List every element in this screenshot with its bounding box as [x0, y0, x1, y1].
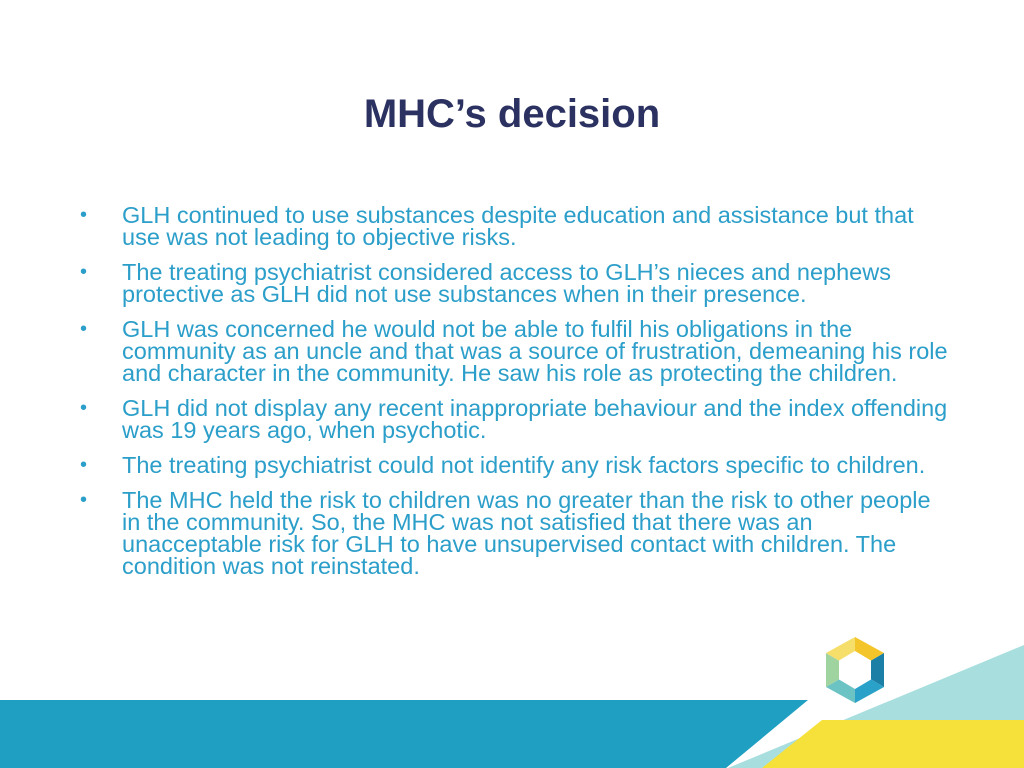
bullet-text: The treating psychiatrist could not identify any risk factors specific to children.	[122, 452, 926, 478]
bullet-marker: •	[80, 318, 88, 340]
bullet-text: GLH did not display any recent inappropriate behaviour and the index offending was 19 years ago, when psychotic.	[122, 395, 948, 443]
bullet-text: The MHC held the risk to children was no greater than the risk to other people in the community. So, the MHC was not satisfied that there was an unacceptable risk for GLH to have unsupervised contact with children. The condition was not reinstated.	[122, 487, 931, 579]
bullet-marker: •	[80, 261, 88, 283]
hexagon-logo-icon	[826, 637, 884, 703]
yellow-band	[762, 720, 1024, 768]
bullet-text: The treating psychiatrist considered access to GLH’s nieces and nephews protective as GLH did not use substances when in their presence.	[122, 259, 891, 307]
bullet-marker: •	[80, 454, 88, 476]
bullet-marker: •	[80, 397, 88, 419]
bullet-marker: •	[80, 489, 88, 511]
bullet-text: GLH was concerned he would not be able to fulfil his obligations in the community as an uncle and that was a source of frustration, demeaning his role and character in the community. He saw his role as protecting the children.	[122, 316, 948, 386]
bullet-text: GLH continued to use substances despite education and assistance but that use was not leading to objective risks.	[122, 202, 914, 250]
bullet-marker: •	[80, 204, 88, 226]
slide-title: MHC’s decision	[363, 92, 661, 136]
blue-band	[0, 700, 808, 768]
